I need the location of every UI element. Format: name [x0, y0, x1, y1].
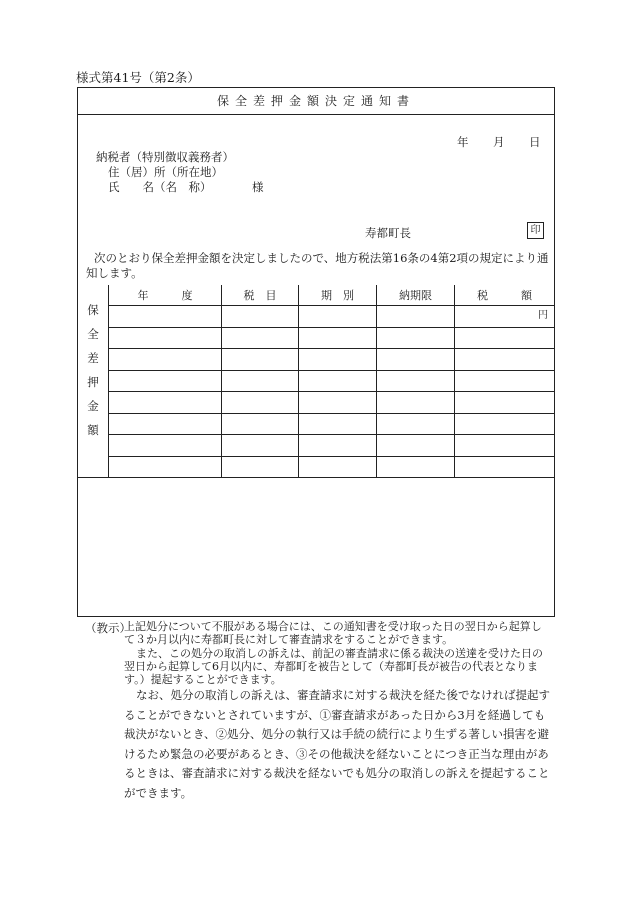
honorific-label: 様: [252, 180, 264, 194]
table-row: [78, 327, 554, 349]
row-label-char: 差: [87, 351, 99, 365]
instruction-label: （教示）: [85, 621, 131, 635]
seizure-amount-table: [78, 285, 554, 478]
table-row: [78, 456, 554, 478]
table-row: [78, 349, 554, 371]
table-row: [78, 306, 554, 328]
date-day-label: 日: [529, 135, 541, 149]
row-label-cell: [78, 285, 109, 478]
seal-mark: 印: [527, 222, 544, 239]
date-month-label: 月: [493, 135, 505, 149]
table-row: [78, 435, 554, 457]
form-number-label: 様式第41号（第2条）: [76, 70, 200, 85]
header-tax-amount: 税 額: [455, 285, 555, 306]
table-row: [78, 413, 554, 435]
amount-unit: 円: [455, 306, 555, 328]
row-label-char: 金: [87, 399, 99, 413]
row-label-char: 保: [87, 303, 99, 317]
document-title: 保全差押金額決定通知書: [78, 88, 554, 115]
name-label: 氏 名（名 称）: [108, 180, 212, 194]
instruction-paragraph-2: また、この処分の取消しの訴えは、前記の審査請求に係る裁決の送達を受けた日の翌日から起算して6月以内に、寿都町を被告として（寿都町長が被告の代表となります。）提起することができます。: [124, 647, 543, 686]
instruction-paragraph-1: 上記処分について不服がある場合には、この通知書を受け取った日の翌日から起算して３か月以内に寿都町長に対して審査請求をすることができます。: [124, 620, 542, 646]
header-period: 期 別: [299, 285, 377, 306]
header-due-date: 納期限: [377, 285, 455, 306]
vertical-row-label: [78, 285, 108, 439]
row-label-char: 押: [87, 375, 99, 389]
taxpayer-label: 納税者（特別徴収義務者）: [96, 150, 234, 164]
notice-frame: [77, 87, 555, 617]
header-tax-item: 税 目: [222, 285, 299, 306]
row-label-char: 額: [87, 423, 99, 437]
table-header-row: [78, 285, 554, 306]
table-row: [78, 392, 554, 414]
date-year-label: 年: [457, 135, 469, 149]
decision-statement: 次のとおり保全差押金額を決定しましたので、地方税法第16条の4第2項の規定により通知します。: [86, 251, 549, 280]
row-label-char: 全: [87, 327, 99, 341]
instruction-paragraph-3: なお、処分の取消しの訴えは、審査請求に対する裁決を経た後でなければ提起することができないとされていますが、①審査請求があった日から3月を経過しても裁決がないとき、②処分、処分の執行又は手続の続行により生ずる著しい損害を避けるため緊急の必要があるとき、③その他裁決を経ないことにつき正当な理由があるときは、審査請求に対する裁決を経ないでも処分の取消しの訴えを提起することができます。: [124, 688, 550, 800]
address-label: 住（居）所（所在地）: [108, 165, 223, 179]
header-fiscal-year: 年 度: [109, 285, 222, 306]
issuer-mayor: 寿都町長: [365, 226, 411, 240]
table-row: [78, 370, 554, 392]
